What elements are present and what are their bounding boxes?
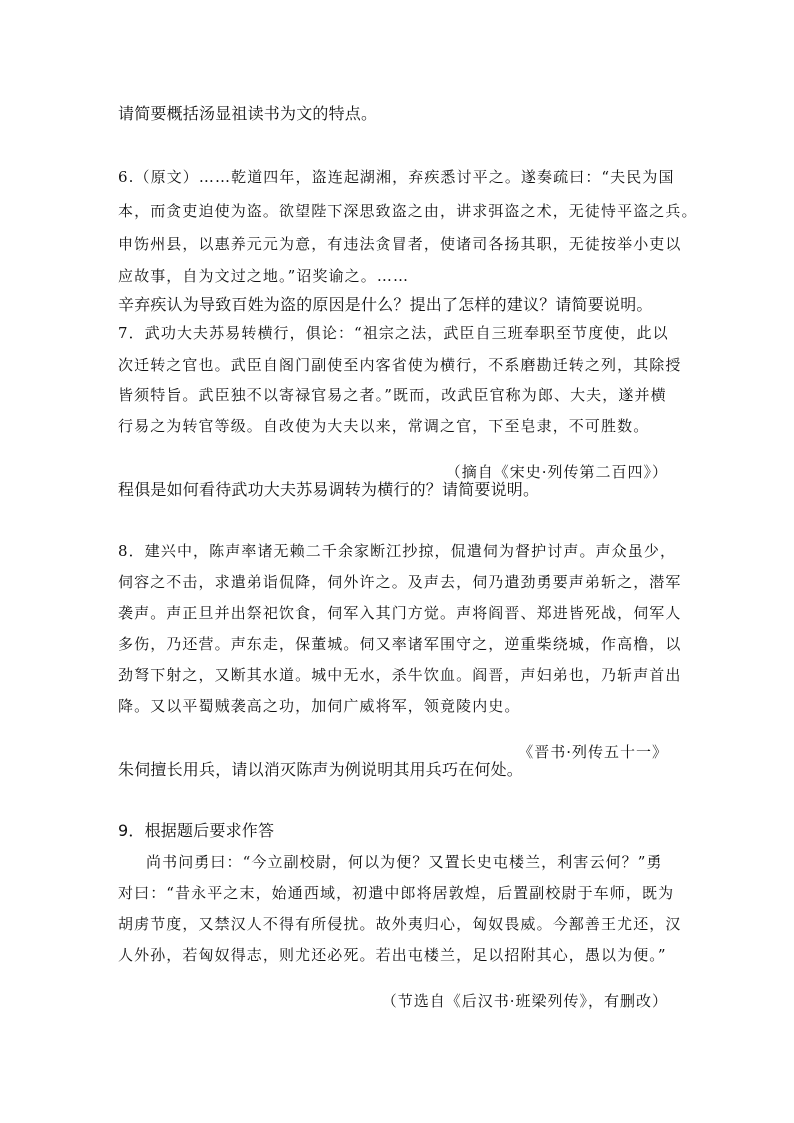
q7-source: （摘自《宋史·列传第二百四》） [445, 463, 668, 481]
q7-line-2: 次迁转之官也。武臣自阁门副使至内客省使为横行，不系磨勘迁转之列，其除授 [118, 356, 682, 374]
q9-heading: 9．根据题后要求作答 [118, 821, 275, 840]
q9-line-3: 胡虏节度，又禁汉人不得有所侵扰。故外夷归心，匈奴畏威。今鄯善王尤还，汉 [118, 915, 682, 933]
q6-line-4: 应故事，自为文过之地。”诏奖谕之。…… [118, 267, 410, 285]
q6-question: 辛弃疾认为导致百姓为盗的原因是什么？提出了怎样的建议？请简要说明。 [118, 295, 653, 314]
q8-question: 朱伺擅长用兵，请以消灭陈声为例说明其用兵巧在何处。 [118, 760, 524, 779]
q7-line-4: 行易之为转官等级。自改使为大夫以来，常调之官，下至皂隶，不可胜数。 [118, 417, 650, 435]
q9-source: （节选自《后汉书·班梁列传》，有删改） [381, 992, 668, 1010]
q9-line-4: 人外孙，若匈奴得志，则尤还必死。若出屯楼兰，足以招附其心，愚以为便。” [118, 946, 667, 964]
q8-line-4: 多伤，乃还营。声东走，保董城。伺又率诸军围守之，逆重柴绕城，作高橹，以 [118, 635, 682, 653]
q6-line-2: 本，而贪吏迫使为盗。欲望陛下深思致盗之由，讲求弭盗之术，无徒恃平盗之兵。 [118, 202, 698, 220]
q8-line-6: 降。又以平蜀贼袭高之功，加伺广威将军，领竟陵内史。 [118, 697, 521, 715]
q8-line-2: 伺容之不击，求遣弟诣侃降，伺外许之。及声去，伺乃遣劲勇要声弟斩之，潜军 [118, 573, 682, 591]
q8-line-1: 8．建兴中，陈声率诸无赖二千余家断江抄掠，侃遣伺为督护讨声。声众虽少， [118, 542, 677, 560]
q6-line-3: 申饬州县，以惠养元元为意，有违法贪冒者，使诸司各扬其职，无徒按举小吏以 [118, 235, 682, 253]
q7-line-1: 7．武功大夫苏易转横行，俱论：“祖宗之法，武臣自三班奉职至节度使，此以 [118, 324, 669, 342]
q8-line-5: 劲弩下射之，又断其水道。城中无水，杀牛饮血。阎晋，声妇弟也，乃斩声首出 [118, 666, 682, 684]
q9-line-2: 对曰：“昔永平之末，始通西域，初遣中郎将居敦煌，后置副校尉于车师，既为 [118, 884, 675, 902]
q5-question: 请简要概括汤显祖读书为文的特点。 [118, 104, 378, 123]
q6-line-1: 6.（原文）……乾道四年，盗连起湖湘，弃疾悉讨平之。遂奏疏曰：“夫民为国 [118, 168, 675, 186]
q8-source: 《晋书·列传五十一》 [518, 743, 668, 761]
q7-question: 程俱是如何看待武功大夫苏易调转为横行的？请简要说明。 [118, 480, 540, 499]
q8-line-3: 袭声。声正旦并出祭祀饮食，伺军入其门方觉。声将阎晋、郑进皆死战，伺军人 [118, 604, 682, 622]
q7-line-3: 皆须特旨。武臣独不以寄禄官易之者。”既而，改武臣官称为郎、大夫，遂并横 [118, 386, 667, 404]
q9-line-1: 尚书问勇曰：“今立副校尉，何以为便？又置长史屯楼兰，利害云何？”勇 [146, 853, 663, 871]
